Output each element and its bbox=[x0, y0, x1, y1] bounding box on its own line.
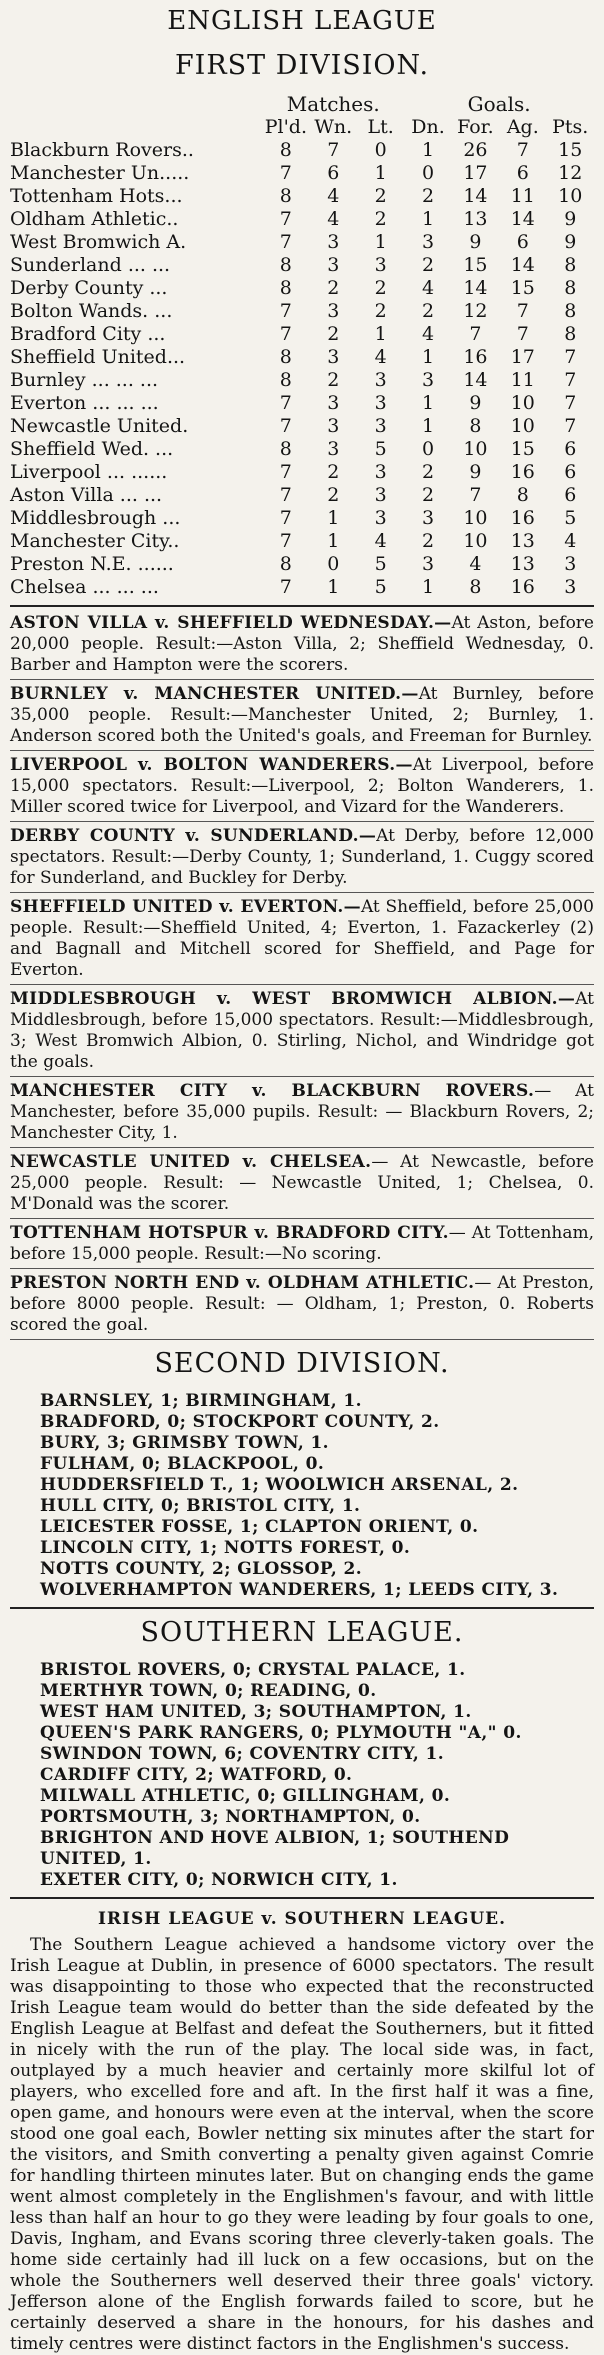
stat-won: 2 bbox=[327, 484, 340, 506]
stat-won: 2 bbox=[327, 461, 340, 483]
match-report bbox=[10, 1223, 594, 1269]
team-name: Burnley ... ... ... bbox=[10, 369, 159, 391]
result-item: BRISTOL ROVERS, 0; CRYSTAL PALACE, 1. bbox=[40, 1660, 466, 1680]
result-item: CARDIFF CITY, 2; WATFORD, 0. bbox=[40, 1765, 353, 1785]
irish-article-title: IRISH LEAGUE v. SOUTHERN LEAGUE. bbox=[97, 1909, 507, 1929]
stat-drawn: 1 bbox=[421, 208, 435, 230]
divider bbox=[10, 1607, 594, 1609]
stat-lost: 3 bbox=[374, 369, 387, 391]
col-lost: Lt. bbox=[367, 116, 394, 138]
stat-won: 3 bbox=[327, 231, 340, 253]
stat-against: 11 bbox=[510, 185, 535, 207]
stat-drawn: 3 bbox=[421, 231, 435, 253]
stat-pld: 8 bbox=[279, 185, 292, 207]
team-name: Preston N.E. ...... bbox=[10, 553, 174, 575]
table-row bbox=[10, 208, 594, 231]
table-row bbox=[10, 254, 594, 277]
team-name: Sheffield United... bbox=[10, 346, 186, 368]
stat-won: 0 bbox=[327, 553, 340, 575]
stat-against: 15 bbox=[510, 277, 535, 299]
stat-against: 16 bbox=[510, 576, 535, 598]
stat-pts: 8 bbox=[564, 254, 577, 276]
stat-pts: 8 bbox=[564, 323, 577, 345]
stat-against: 7 bbox=[516, 323, 529, 345]
stat-against: 8 bbox=[516, 484, 529, 506]
col-goals-against: Ag. bbox=[506, 116, 539, 138]
team-name: Liverpool ... ...... bbox=[10, 461, 168, 483]
southern-league-results bbox=[10, 1660, 594, 1891]
result-item: MERTHYR TOWN, 0; READING, 0. bbox=[40, 1681, 377, 1701]
team-name: Middlesbrough ... bbox=[10, 507, 181, 529]
stat-against: 17 bbox=[510, 346, 535, 368]
team-name: Derby County ... bbox=[10, 277, 168, 299]
stat-pld: 7 bbox=[279, 300, 292, 322]
table-row bbox=[10, 185, 594, 208]
stat-lost: 2 bbox=[374, 300, 387, 322]
stat-for: 12 bbox=[463, 300, 488, 322]
stat-against: 13 bbox=[510, 553, 535, 575]
result-item: BARNSLEY, 1; BIRMINGHAM, 1. bbox=[40, 1391, 362, 1411]
stat-pts: 3 bbox=[564, 553, 577, 575]
stat-won: 1 bbox=[327, 576, 340, 598]
stat-for: 9 bbox=[469, 392, 482, 414]
result-item: SWINDON TOWN, 6; COVENTRY CITY, 1. bbox=[40, 1744, 445, 1764]
stat-for: 9 bbox=[469, 461, 482, 483]
stat-lost: 1 bbox=[374, 162, 387, 184]
col-won: Wn. bbox=[314, 116, 353, 138]
stat-drawn: 2 bbox=[421, 461, 435, 483]
match-report-text: — At Manchester, before 35,000 pupils. Result: — Blackburn Rovers, 2; Manchester City, 1. bbox=[10, 1081, 594, 1143]
second-division-results bbox=[10, 1391, 594, 1601]
stat-pts: 12 bbox=[558, 162, 583, 184]
stat-against: 6 bbox=[516, 231, 529, 253]
stat-against: 15 bbox=[510, 438, 535, 460]
stat-pts: 9 bbox=[564, 208, 577, 230]
divider bbox=[10, 1897, 594, 1899]
stat-pld: 7 bbox=[279, 576, 292, 598]
stat-against: 14 bbox=[510, 208, 535, 230]
stat-lost: 5 bbox=[374, 576, 387, 598]
team-name: Newcastle United. bbox=[10, 415, 189, 437]
stat-won: 1 bbox=[327, 530, 340, 552]
result-item: PORTSMOUTH, 3; NORTHAMPTON, 0. bbox=[40, 1807, 421, 1827]
stat-against: 10 bbox=[510, 392, 535, 414]
newspaper-column bbox=[10, 6, 594, 2355]
result-item: LEICESTER FOSSE, 1; CLAPTON ORIENT, 0. bbox=[40, 1517, 479, 1537]
result-item: HULL CITY, 0; BRISTOL CITY, 1. bbox=[40, 1496, 361, 1516]
team-name: West Bromwich A. bbox=[10, 231, 187, 253]
team-name: Bradford City ... bbox=[10, 323, 166, 345]
stat-lost: 1 bbox=[374, 231, 387, 253]
english-league-title: ENGLISH LEAGUE bbox=[167, 6, 437, 36]
match-report-text: — At Newcastle, before 25,000 people. Result: — Newcastle United, 1; Chelsea, 0. M'Donald was the scorer. bbox=[10, 1152, 594, 1214]
stat-won: 3 bbox=[327, 254, 340, 276]
goals-header: Goals. bbox=[467, 92, 531, 116]
table-row bbox=[10, 300, 594, 323]
stat-drawn: 1 bbox=[421, 576, 435, 598]
table-row bbox=[10, 346, 594, 369]
stat-pld: 8 bbox=[279, 553, 292, 575]
stat-lost: 2 bbox=[374, 208, 387, 230]
match-report-text: At Derby, before 12,000 spectators. Result:—Derby County, 1; Sunderland, 1. Cuggy scored for Sunderland, and Buckley for Derby. bbox=[10, 826, 594, 888]
match-report bbox=[10, 1273, 594, 1340]
stat-pld: 7 bbox=[279, 208, 292, 230]
table-column-header bbox=[10, 116, 594, 139]
stat-against: 16 bbox=[510, 507, 535, 529]
match-report-text: At Liverpool, before 15,000 spectators. Result:—Liverpool, 2; Bolton Wanderers, 1. Miller scored twice for Liverpool, and Vizard for the Wanderers. bbox=[10, 755, 594, 817]
match-report bbox=[10, 684, 594, 751]
stat-lost: 3 bbox=[374, 461, 387, 483]
team-name: Chelsea ... ... ... bbox=[10, 576, 159, 598]
match-report bbox=[10, 989, 594, 1077]
stat-pts: 6 bbox=[564, 438, 577, 460]
first-division-table bbox=[10, 93, 594, 599]
table-row bbox=[10, 461, 594, 484]
stat-for: 14 bbox=[463, 185, 488, 207]
table-row bbox=[10, 530, 594, 553]
stat-pld: 8 bbox=[279, 139, 292, 161]
stat-pld: 7 bbox=[279, 415, 292, 437]
stat-lost: 3 bbox=[374, 415, 387, 437]
match-report bbox=[10, 613, 594, 680]
stat-for: 14 bbox=[463, 277, 488, 299]
stat-drawn: 1 bbox=[421, 346, 435, 368]
stat-against: 10 bbox=[510, 415, 535, 437]
stat-pts: 15 bbox=[558, 139, 583, 161]
result-item: QUEEN'S PARK RANGERS, 0; PLYMOUTH "A," 0. bbox=[40, 1723, 522, 1743]
stat-drawn: 2 bbox=[421, 254, 435, 276]
table-row bbox=[10, 438, 594, 461]
stat-for: 10 bbox=[463, 438, 488, 460]
stat-against: 16 bbox=[510, 461, 535, 483]
match-report bbox=[10, 1081, 594, 1148]
stat-pts: 6 bbox=[564, 461, 577, 483]
stat-won: 3 bbox=[327, 392, 340, 414]
stat-drawn: 3 bbox=[421, 369, 435, 391]
stat-drawn: 2 bbox=[421, 185, 435, 207]
stat-pld: 7 bbox=[279, 461, 292, 483]
stat-pld: 7 bbox=[279, 484, 292, 506]
stat-drawn: 0 bbox=[421, 438, 435, 460]
stat-lost: 3 bbox=[374, 254, 387, 276]
result-item: BRIGHTON AND HOVE ALBION, 1; SOUTHEND UNITED, 1. bbox=[40, 1828, 510, 1869]
stat-won: 3 bbox=[327, 438, 340, 460]
stat-pld: 7 bbox=[279, 231, 292, 253]
stat-lost: 2 bbox=[374, 277, 387, 299]
stat-for: 13 bbox=[463, 208, 488, 230]
stat-drawn: 4 bbox=[421, 277, 435, 299]
stat-won: 4 bbox=[327, 185, 340, 207]
table-row bbox=[10, 415, 594, 438]
result-item: WEST HAM UNITED, 3; SOUTHAMPTON, 1. bbox=[40, 1702, 472, 1722]
stat-drawn: 3 bbox=[421, 553, 435, 575]
stat-against: 7 bbox=[516, 300, 529, 322]
first-division-title: FIRST DIVISION. bbox=[174, 50, 430, 81]
stat-pld: 8 bbox=[279, 346, 292, 368]
team-name: Sheffield Wed. ... bbox=[10, 438, 174, 460]
stat-drawn: 1 bbox=[421, 392, 435, 414]
stat-lost: 0 bbox=[374, 139, 387, 161]
stat-pts: 5 bbox=[564, 507, 577, 529]
team-name: Manchester Un..... bbox=[10, 162, 190, 184]
stat-pld: 8 bbox=[279, 369, 292, 391]
match-report-heading: PRESTON NORTH END v. OLDHAM ATHLETIC. bbox=[10, 1273, 475, 1293]
match-report-heading: ASTON VILLA v. SHEFFIELD WEDNESDAY.— bbox=[10, 613, 452, 633]
match-reports bbox=[10, 613, 594, 1340]
col-played: Pl'd. bbox=[264, 116, 307, 138]
stat-for: 7 bbox=[469, 323, 482, 345]
table-row bbox=[10, 231, 594, 254]
stat-against: 14 bbox=[510, 254, 535, 276]
table-row bbox=[10, 139, 594, 162]
table-row bbox=[10, 507, 594, 530]
stat-drawn: 1 bbox=[421, 139, 435, 161]
stat-for: 8 bbox=[469, 576, 482, 598]
irish-article-body: The Southern League achieved a handsome victory over the Irish League at Dublin, in presence of 6000 spectators. The result was disappointing to those who expected that the reconstructed Irish League team would do better than the side defeated by the English League at Belfast and defeat the Southerners, but it fitted in nicely with the run of the play. The local side was, in fact, outplayed by a much heavier and certainly more skilful lot of players, who excelled fore and aft. In the first half it was a fine, open game, and honours were even at the interval, when the score stood one goal each, Bowler netting six minutes after the start for the visitors, and Smith converting a penalty given against Comrie for handling thirteen minutes later. But on changing ends the game went almost completely in the Englishmen's favour, and with little less than half an hour to go they were leading by four goals to one, Davis, Ingham, and Evans scoring three cleverly-taken goals. The home side certainly had ill luck on a few occasions, but on the whole the Southerners well deserved their three goals' victory. Jefferson alone of the English forwards failed to score, but he certainly deserved a share in the honours, for his dashes and timely centres were distinct factors in the Englishmen's success. bbox=[10, 1935, 594, 2354]
stat-pts: 10 bbox=[558, 185, 583, 207]
stat-against: 7 bbox=[516, 139, 529, 161]
matches-header: Matches. bbox=[286, 92, 380, 116]
stat-drawn: 0 bbox=[421, 162, 435, 184]
stat-for: 8 bbox=[469, 415, 482, 437]
stat-pld: 7 bbox=[279, 530, 292, 552]
team-name: Blackburn Rovers.. bbox=[10, 139, 194, 161]
table-row bbox=[10, 323, 594, 346]
stat-won: 7 bbox=[327, 139, 340, 161]
stat-lost: 5 bbox=[374, 553, 387, 575]
stat-for: 16 bbox=[463, 346, 488, 368]
stat-won: 6 bbox=[327, 162, 340, 184]
stat-pts: 8 bbox=[564, 300, 577, 322]
match-report-heading: BURNLEY v. MANCHESTER UNITED.— bbox=[10, 684, 419, 704]
table-row bbox=[10, 369, 594, 392]
stat-against: 6 bbox=[516, 162, 529, 184]
match-report bbox=[10, 826, 594, 893]
table-row bbox=[10, 553, 594, 576]
match-report-heading: DERBY COUNTY v. SUNDERLAND.— bbox=[10, 826, 377, 846]
stat-drawn: 2 bbox=[421, 484, 435, 506]
result-item: MILWALL ATHLETIC, 0; GILLINGHAM, 0. bbox=[40, 1786, 451, 1806]
stat-pld: 8 bbox=[279, 438, 292, 460]
stat-pts: 7 bbox=[564, 392, 577, 414]
match-report-heading: SHEFFIELD UNITED v. EVERTON.— bbox=[10, 897, 361, 917]
match-report-heading: MANCHESTER CITY v. BLACKBURN ROVERS. bbox=[10, 1081, 535, 1101]
stat-won: 3 bbox=[327, 346, 340, 368]
table-row bbox=[10, 392, 594, 415]
stat-for: 4 bbox=[469, 553, 482, 575]
second-division-title: SECOND DIVISION. bbox=[154, 1348, 450, 1379]
stat-won: 2 bbox=[327, 369, 340, 391]
match-report-heading: NEWCASTLE UNITED v. CHELSEA. bbox=[10, 1152, 372, 1172]
stat-pld: 8 bbox=[279, 254, 292, 276]
stat-drawn: 2 bbox=[421, 530, 435, 552]
result-item: WOLVERHAMPTON WANDERERS, 1; LEEDS CITY, 3. bbox=[40, 1580, 559, 1600]
result-item: EXETER CITY, 0; NORWICH CITY, 1. bbox=[40, 1870, 398, 1890]
southern-league-title: SOUTHERN LEAGUE. bbox=[140, 1617, 464, 1648]
match-report-heading: MIDDLESBROUGH v. WEST BROMWICH ALBION.— bbox=[10, 989, 576, 1009]
result-item: HUDDERSFIELD T., 1; WOOLWICH ARSENAL, 2. bbox=[40, 1475, 519, 1495]
stat-pts: 7 bbox=[564, 415, 577, 437]
stat-pld: 7 bbox=[279, 392, 292, 414]
stat-against: 13 bbox=[510, 530, 535, 552]
stat-won: 4 bbox=[327, 208, 340, 230]
team-name: Tottenham Hots... bbox=[10, 185, 183, 207]
stat-for: 10 bbox=[463, 530, 488, 552]
stat-pts: 9 bbox=[564, 231, 577, 253]
result-item: NOTTS COUNTY, 2; GLOSSOP, 2. bbox=[40, 1559, 363, 1579]
stat-pld: 7 bbox=[279, 507, 292, 529]
stat-for: 10 bbox=[463, 507, 488, 529]
match-report bbox=[10, 755, 594, 822]
stat-pld: 8 bbox=[279, 277, 292, 299]
stat-lost: 4 bbox=[374, 346, 387, 368]
table-row bbox=[10, 576, 594, 599]
stat-drawn: 2 bbox=[421, 300, 435, 322]
match-report-text: At Middlesbrough, before 15,000 spectators. Result:—Middlesbrough, 3; West Bromwich Albion, 0. Stirling, Nichol, and Windridge got the goals. bbox=[10, 989, 594, 1072]
stat-won: 2 bbox=[327, 277, 340, 299]
stat-lost: 1 bbox=[374, 323, 387, 345]
stat-drawn: 3 bbox=[421, 507, 435, 529]
col-goals-for: For. bbox=[457, 116, 494, 138]
stat-won: 3 bbox=[327, 300, 340, 322]
stat-lost: 3 bbox=[374, 392, 387, 414]
stat-won: 2 bbox=[327, 323, 340, 345]
stat-drawn: 1 bbox=[421, 415, 435, 437]
stat-lost: 3 bbox=[374, 507, 387, 529]
team-name: Manchester City.. bbox=[10, 530, 180, 552]
match-report-heading: TOTTENHAM HOTSPUR v. BRADFORD CITY. bbox=[10, 1223, 449, 1243]
result-item: BURY, 3; GRIMSBY TOWN, 1. bbox=[40, 1433, 330, 1453]
team-name: Aston Villa ... ... bbox=[10, 484, 163, 506]
stat-won: 3 bbox=[327, 415, 340, 437]
divider bbox=[10, 605, 594, 607]
stat-pld: 7 bbox=[279, 323, 292, 345]
col-drawn: Dn. bbox=[411, 116, 445, 138]
stat-for: 9 bbox=[469, 231, 482, 253]
stat-for: 14 bbox=[463, 369, 488, 391]
stat-lost: 4 bbox=[374, 530, 387, 552]
match-report-text: — At Preston, before 8000 people. Result: — Oldham, 1; Preston, 0. Roberts scored the goal. bbox=[10, 1273, 595, 1335]
team-name: Oldham Athletic.. bbox=[10, 208, 179, 230]
stat-for: 15 bbox=[463, 254, 488, 276]
stat-for: 17 bbox=[463, 162, 488, 184]
stat-against: 11 bbox=[510, 369, 535, 391]
stat-lost: 2 bbox=[374, 185, 387, 207]
match-report bbox=[10, 897, 594, 985]
stat-lost: 5 bbox=[374, 438, 387, 460]
stat-pts: 3 bbox=[564, 576, 577, 598]
stat-pld: 7 bbox=[279, 162, 292, 184]
table-row bbox=[10, 277, 594, 300]
match-report bbox=[10, 1152, 594, 1219]
stat-pts: 7 bbox=[564, 369, 577, 391]
stat-pts: 7 bbox=[564, 346, 577, 368]
table-group-header bbox=[10, 93, 594, 116]
team-name: Sunderland ... ... bbox=[10, 254, 171, 276]
stat-won: 1 bbox=[327, 507, 340, 529]
stat-for: 7 bbox=[469, 484, 482, 506]
match-report-text: At Sheffield, before 25,000 people. Result:—Sheffield United, 4; Everton, 1. Fazackerley (2) and Bagnall and Mitchell scored for Sheffield, and Page for Everton. bbox=[10, 897, 594, 980]
col-points: Pts. bbox=[552, 116, 589, 138]
result-item: BRADFORD, 0; STOCKPORT COUNTY, 2. bbox=[40, 1412, 440, 1432]
team-name: Bolton Wands. ... bbox=[10, 300, 173, 322]
league-table-body bbox=[10, 139, 594, 599]
team-name: Everton ... ... ... bbox=[10, 392, 159, 414]
stat-for: 26 bbox=[463, 139, 488, 161]
result-item: LINCOLN CITY, 1; NOTTS FOREST, 0. bbox=[40, 1538, 411, 1558]
match-report-text: — At Tottenham, before 15,000 people. Result:—No scoring. bbox=[10, 1223, 595, 1264]
stat-lost: 3 bbox=[374, 484, 387, 506]
table-row bbox=[10, 162, 594, 185]
match-report-text: At Aston, before 20,000 people. Result:—Aston Villa, 2; Sheffield Wednesday, 0. Barber and Hampton were the scorers. bbox=[10, 613, 594, 675]
match-report-text: At Burnley, before 35,000 people. Result:—Manchester United, 2; Burnley, 1. Anderson scored both the United's goals, and Freeman for Burnley. bbox=[10, 684, 594, 746]
stat-drawn: 4 bbox=[421, 323, 435, 345]
table-row bbox=[10, 484, 594, 507]
result-item: FULHAM, 0; BLACKPOOL, 0. bbox=[40, 1454, 325, 1474]
stat-pts: 4 bbox=[564, 530, 577, 552]
stat-pts: 6 bbox=[564, 484, 577, 506]
match-report-heading: LIVERPOOL v. BOLTON WANDERERS.— bbox=[10, 755, 413, 775]
stat-pts: 8 bbox=[564, 277, 577, 299]
